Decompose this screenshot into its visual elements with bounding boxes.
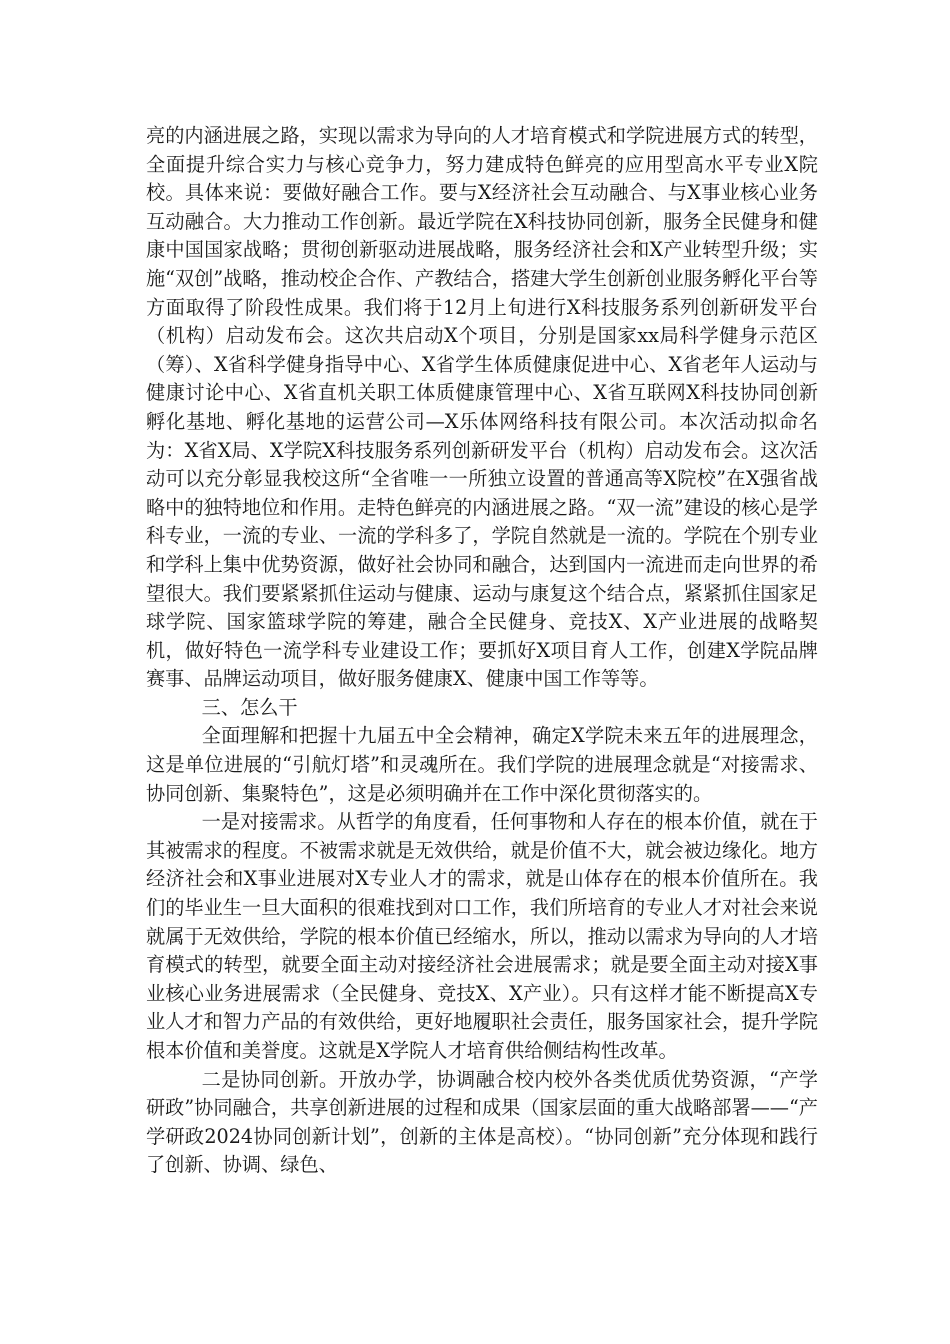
section-heading-how-to-do: 三、怎么干 xyxy=(201,695,298,719)
document-body xyxy=(146,122,818,1180)
paragraph-collaborative-innovation: 二是协同创新。开放办学，协调融合校内校外各类优质优势资源，“产学研政”协同融合，共享创新进展的过程和成果（国家层面的重大战略部署——“产学研政2024协同创新计划”，创新的主体是高校）。“协同创新”充分体现和践行了创新、协调、绿色、 xyxy=(146,1067,818,1177)
paragraph-continued-development-path: 亮的内涵进展之路，实现以需求为导向的人才培育模式和学院进展方式的转型，全面提升综合实力与核心竞争力，努力建成特色鲜亮的应用型高水平专业X院校。具体来说：要做好融合工作。要与X经济社会互动融合、与X事业核心业务互动融合。大力推动工作创新。最近学院在X科技协同创新，服务全民健身和健康中国国家战略；贯彻创新驱动进展战略，服务经济社会和X产业转型升级；实施“双创”战略，推动校企合作、产教结合，搭建大学生创新创业服务孵化平台等方面取得了阶段性成果。我们将于12月上旬进行X科技服务系列创新研发平台（机构）启动发布会。这次共启动X个项目，分别是国家xx局科学健身示范区（筹）、X省科学健身指导中心、X省学生体质健康促进中心、X省老年人运动与健康讨论中心、X省直机关职工体质健康管理中心、X省互联网X科技协同创新孵化基地、孵化基地的运营公司—X乐体网络科技有限公司。本次活动拟命名为：X省X局、X学院X科技服务系列创新研发平台（机构）启动发布会。这次活动可以充分彰显我校这所“全省唯一一所独立设置的普通高等X院校”在X强省战略中的独特地位和作用。走特色鲜亮的内涵进展之路。“双一流”建设的核心是学科专业，一流的专业、一流的学科多了，学院自然就是一流的。学院在个别专业和学科上集中优势资源，做好社会协同和融合，达到国内一流进而走向世界的希望很大。我们要紧紧抓住运动与健康、运动与康复这个结合点，紧紧抓住国家足球学院、国家篮球学院的筹建，融合全民健身、竞技X、X产业进展的战略契机，做好特色一流学科专业建设工作；要抓好X项目育人工作，创建X学院品牌赛事、品牌运动项目，做好服务健康X、健康中国工作等等。 xyxy=(146,124,818,691)
paragraph-meet-demand: 一是对接需求。从哲学的角度看，任何事物和人存在的根本价值，就在于其被需求的程度。不被需求就是无效供给，就是价值不大，就会被边缘化。地方经济社会和X事业进展对X专业人才的需求，就是山体存在的根本价值所在。我们的毕业生一旦大面积的很难找到对口工作，我们所培育的专业人才对社会来说就属于无效供给，学院的根本价值已经缩水，所以，推动以需求为导向的人才培育模式的转型，就要全面主动对接经济社会进展需求；就是要全面主动对接X事业核心业务进展需求（全民健身、竞技X、X产业）。只有这样才能不断提高X专业人才和智力产品的有效供给，更好地履职社会责任，服务国家社会，提升学院根本价值和美誉度。这就是X学院人才培育供给侧结构性改革。 xyxy=(146,810,818,1062)
paragraph-development-philosophy: 全面理解和把握十九届五中全会精神，确定X学院未来五年的进展理念，这是单位进展的“引航灯塔”和灵魂所在。我们学院的进展理念就是“对接需求、协同创新、集聚特色”，这是必须明确并在工作中深化贯彻落实的。 xyxy=(146,724,818,805)
